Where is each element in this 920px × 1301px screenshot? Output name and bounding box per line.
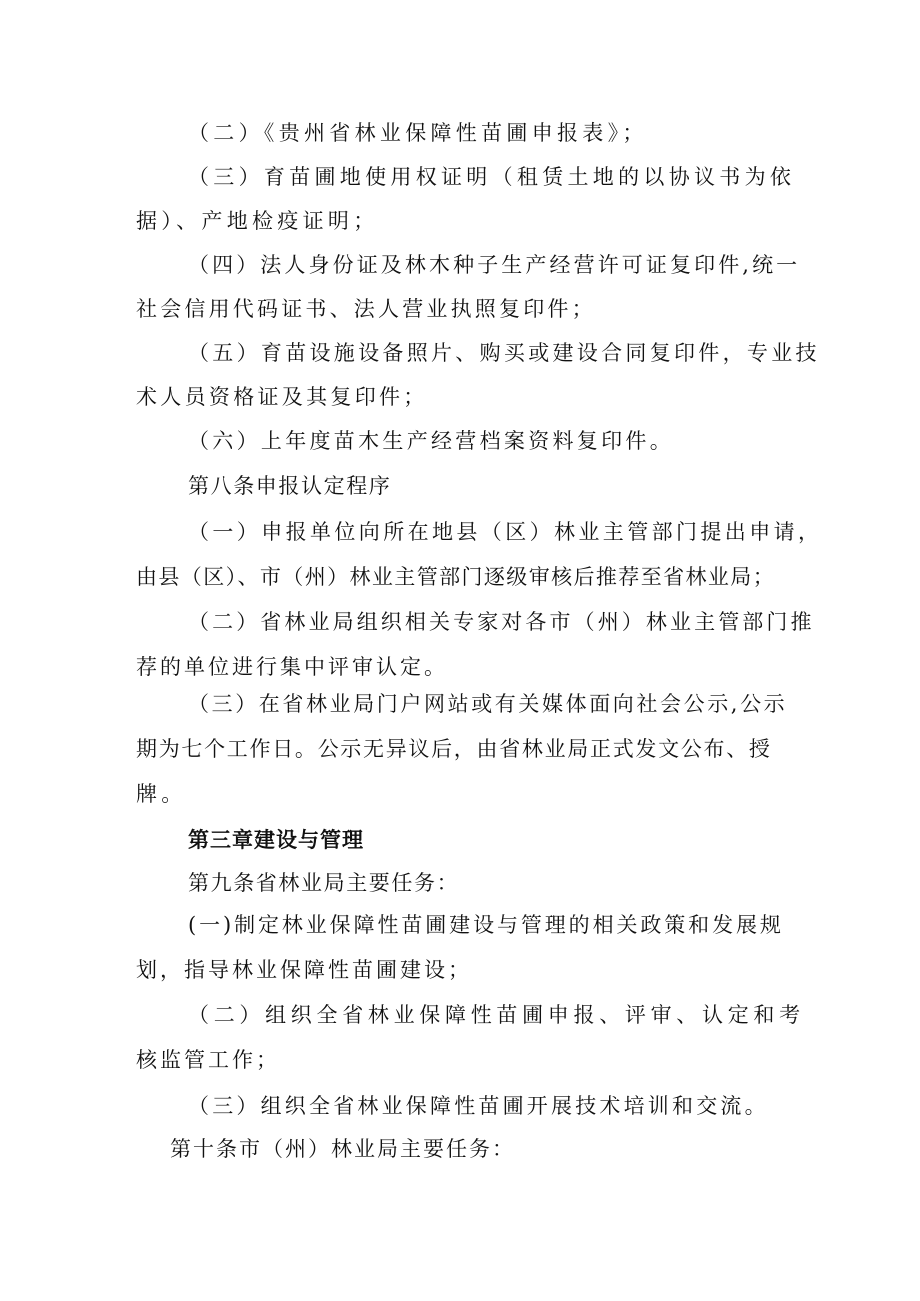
list-item-facility-photos-cont: 术人员资格证及其复印件； (136, 385, 428, 409)
task-item-2: （二）组织全省林业保障性苗圃申报、评审、认定和考 (188, 1003, 805, 1027)
list-item-application-form: （二）《贵州省林业保障性苗圃申报表》； (188, 121, 648, 145)
list-item-legal-id-cont: 社会信用代码证书、法人营业执照复印件； (136, 297, 596, 321)
task-item-2-cont: 核监管工作； (136, 1048, 280, 1072)
list-item-facility-photos: （五）育苗设施设备照片、购买或建设合同复印件，专业技 (188, 341, 820, 365)
task-item-1-cont: 划，指导林业保障性苗圃建设； (136, 958, 472, 982)
list-item-archives: （六）上年度苗木生产经营档案资料复印件。 (188, 429, 674, 453)
procedure-item-2: （二）省林业局组织相关专家对各市（州）林业主管部门推 (188, 610, 815, 634)
list-item-legal-id: （四）法人身份证及林木种子生产经营许可证复印件,统一 (188, 253, 801, 277)
procedure-item-1-cont: 由县（区）、市（州）林业主管部门逐级审核后推荐至省林业局； (136, 565, 776, 589)
procedure-item-3-end: 牌。 (136, 782, 187, 806)
task-item-1: (一)制定林业保障性苗圃建设与管理的相关政策和发展规 (188, 913, 784, 937)
article-10-title: 第十条市（州）林业局主要任务： (170, 1137, 515, 1161)
article-8-title: 第八条申报认定程序 (188, 474, 392, 498)
procedure-item-1: （一）申报单位向所在地县（区）林业主管部门提出申请， (188, 520, 823, 544)
procedure-item-3: （三）在省林业局门户网站或有关媒体面向社会公示,公示 (188, 692, 788, 716)
chapter-3-heading: 第三章建设与管理 (188, 828, 364, 852)
list-item-land-use-proof: （三）育苗圃地使用权证明（租赁土地的以协议书为依 (188, 165, 796, 189)
task-item-3: （三）组织全省林业保障性苗圃开展技术培训和交流。 (188, 1094, 769, 1118)
list-item-land-use-proof-cont: 据）、产地检疫证明； (136, 209, 379, 233)
procedure-item-2-cont: 荐的单位进行集中评审认定。 (136, 655, 448, 679)
procedure-item-3-cont: 期为七个工作日。公示无异议后，由省林业局正式发文公布、授 (136, 737, 772, 761)
article-9-title: 第九条省林业局主要任务： (188, 871, 460, 895)
